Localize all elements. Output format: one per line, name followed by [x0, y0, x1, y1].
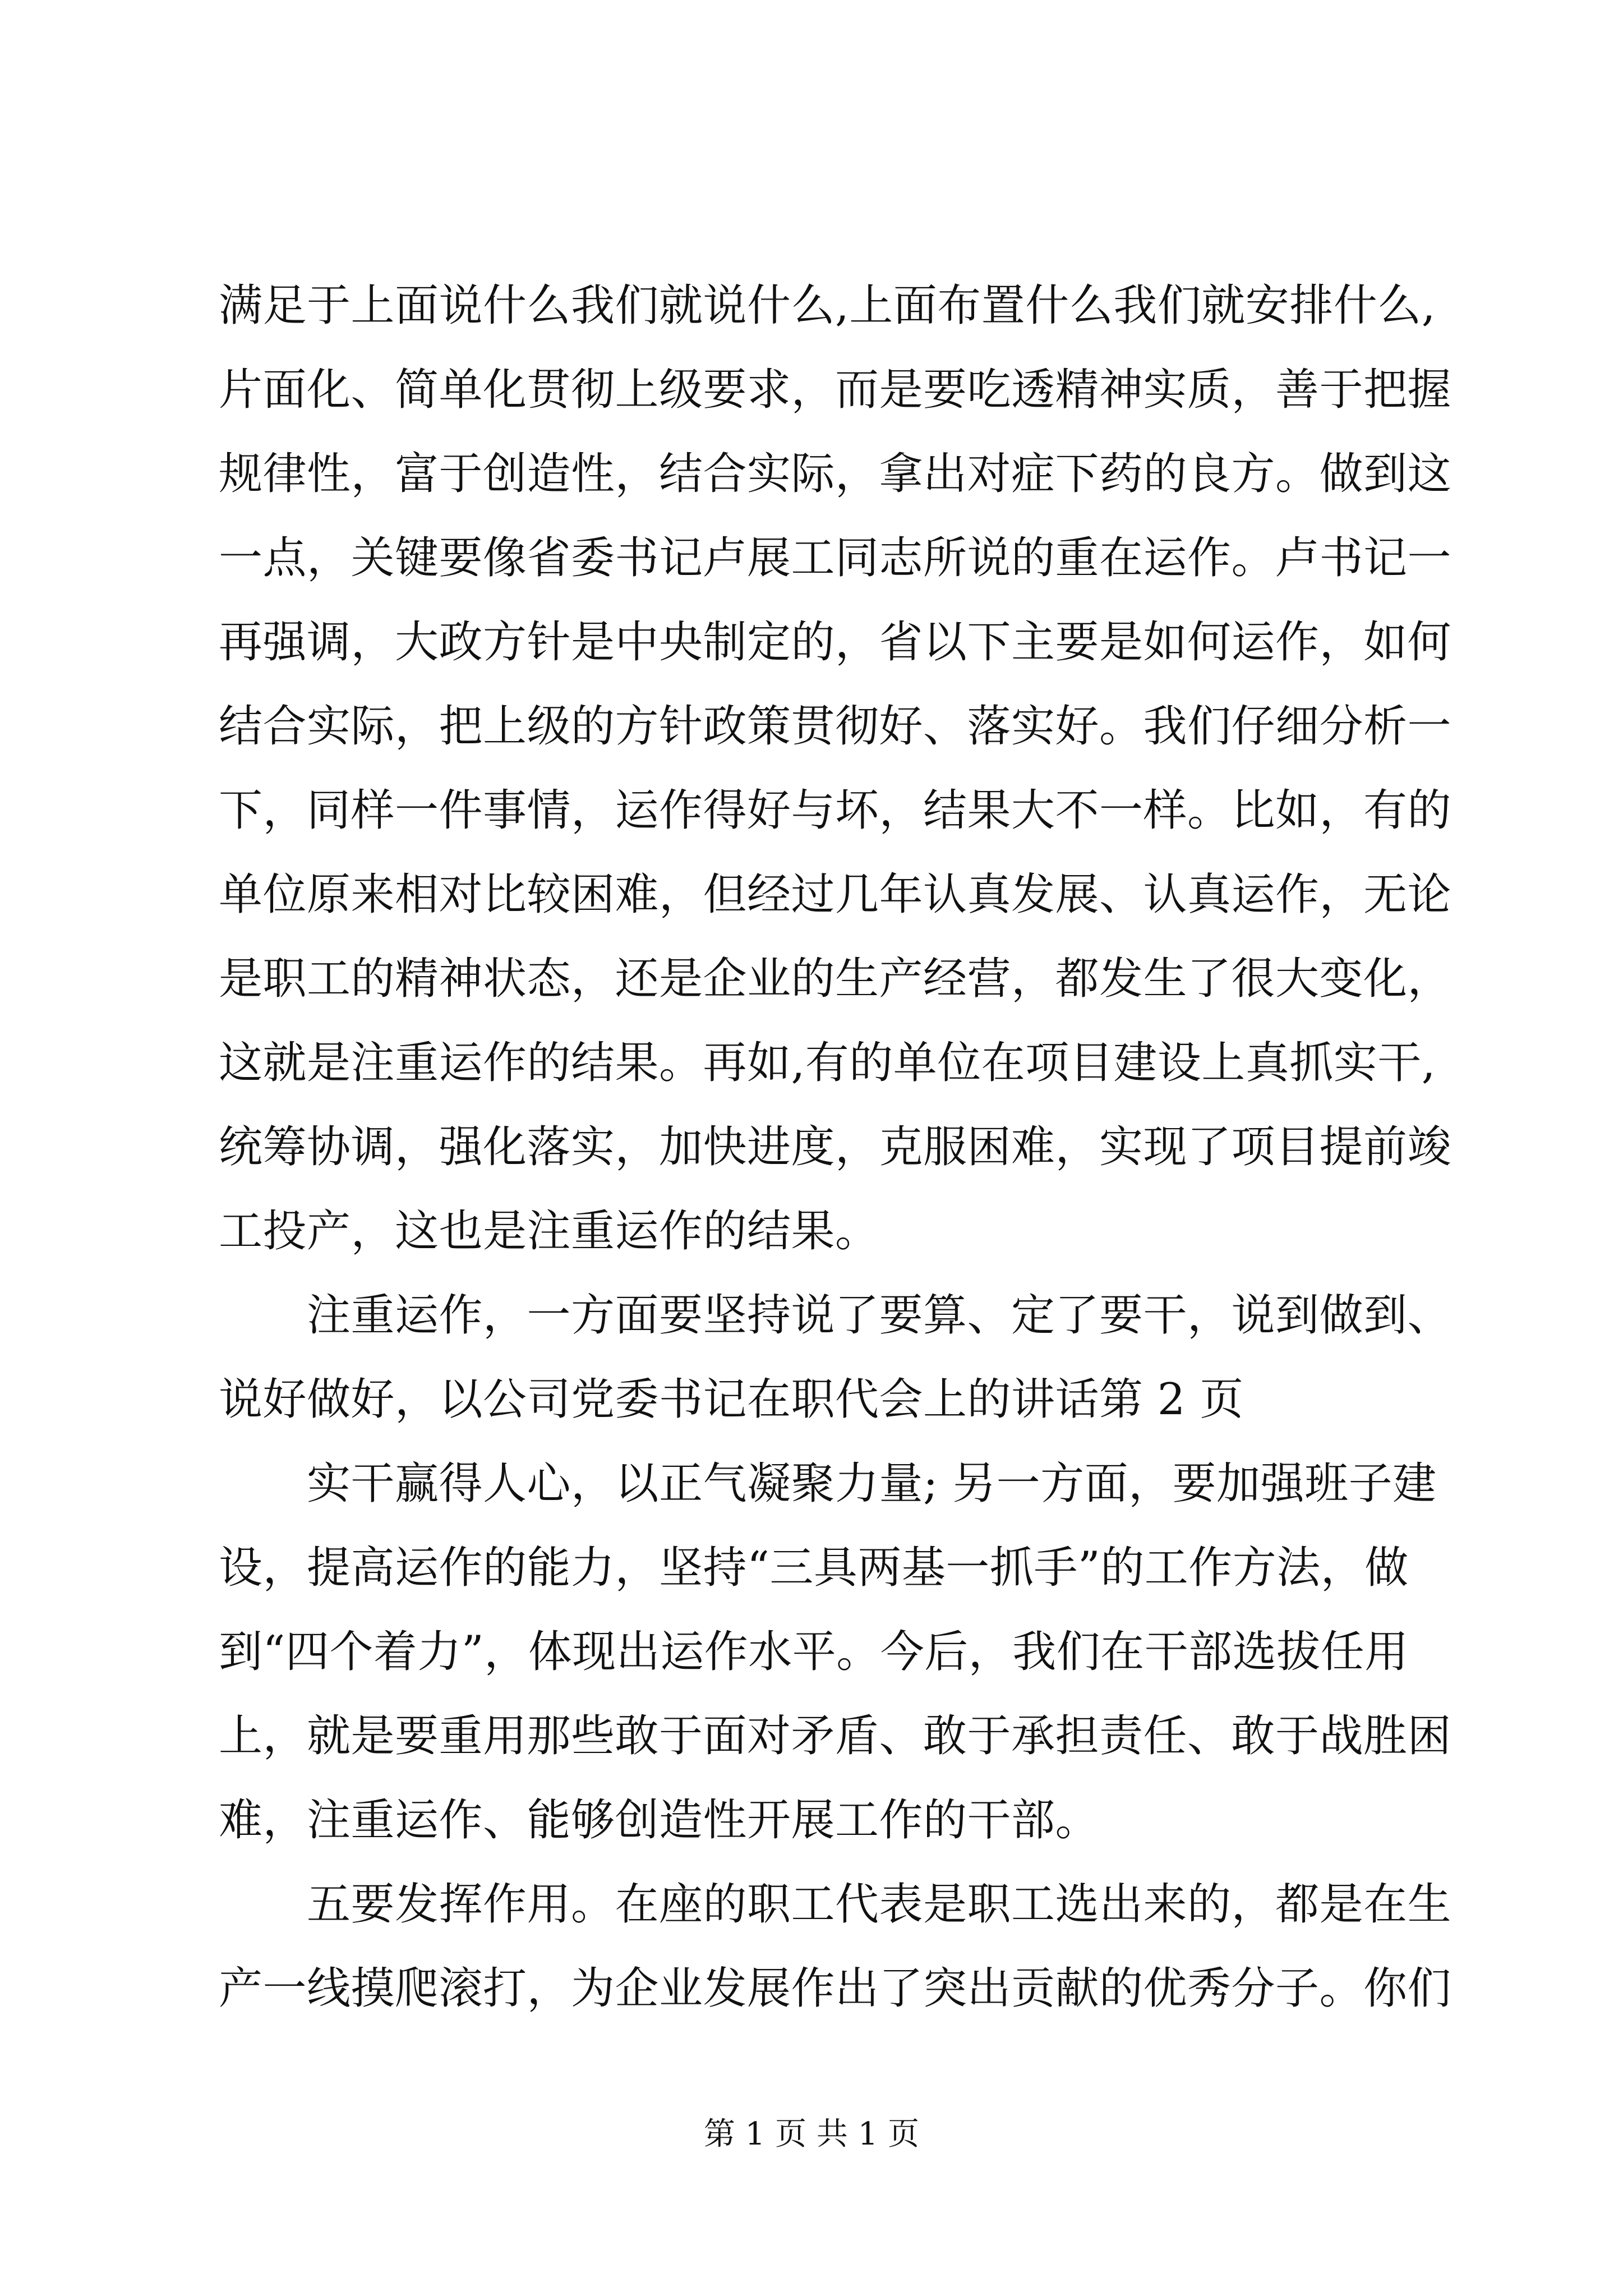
text-line: 难，注重运作、能够创造性开展工作的干部。: [219, 1795, 1100, 1846]
text-line: 工投产，这也是注重运作的结果。: [219, 1206, 879, 1257]
text-line: 到“四个着力”，体现出运作水平。今后，我们在干部选拔任用: [219, 1627, 1409, 1677]
text-line: 满足于上面说什么我们就说什么,上面布置什么我们就安排什么,: [219, 280, 1436, 331]
text-line: 再强调，大政方针是中央制定的，省以下主要是如何运作，如何: [219, 617, 1452, 668]
text-line: 注重运作，一方面要坚持说了要算、定了要干，说到做到、: [219, 1290, 1452, 1341]
text-line: 产一线摸爬滚打，为企业发展作出了突出贡献的优秀分子。你们: [219, 1963, 1452, 2014]
text-line: 这就是注重运作的结果。再如,有的单位在项目建设上真抓实干,: [219, 1038, 1436, 1088]
text-line: 上，就是要重用那些敢于面对矛盾、敢于承担责任、敢于战胜困: [219, 1711, 1452, 1761]
text-line: 下，同样一件事情，运作得好与坏，结果大不一样。比如，有的: [219, 785, 1452, 836]
text-line: 设，提高运作的能力，坚持“三具两基一抓手”的工作方法，做: [219, 1543, 1409, 1593]
text-line: 统筹协调，强化落实，加快进度，克服困难，实现了项目提前竣: [219, 1122, 1452, 1172]
text-line: 片面化、简单化贯彻上级要求，而是要吃透精神实质，善于把握: [219, 365, 1452, 415]
text-line: 规律性，富于创造性，结合实际，拿出对症下药的良方。做到这: [219, 449, 1452, 499]
body-text: [219, 264, 1469, 2031]
text-line: 一点，关键要像省委书记卢展工同志所说的重在运作。卢书记一: [219, 533, 1452, 583]
page-number-label: 第 1 页 共 1 页: [703, 2116, 920, 2152]
page-footer: [0, 2109, 1623, 2154]
text-line: 五要发挥作用。在座的职工代表是职工选出来的，都是在生: [219, 1879, 1452, 1930]
text-line: 实干赢得人心，以正气凝聚力量; 另一方面，要加强班子建: [219, 1458, 1437, 1509]
text-line: 说好做好，以公司党委书记在职代会上的讲话第 2 页: [219, 1374, 1244, 1425]
text-line: 是职工的精神状态，还是企业的生产经营，都发生了很大变化，: [219, 954, 1452, 1004]
text-line: 单位原来相对比较困难，但经过几年认真发展、认真运作，无论: [219, 869, 1452, 920]
text-line: 结合实际，把上级的方针政策贯彻好、落实好。我们仔细分析一: [219, 701, 1452, 752]
